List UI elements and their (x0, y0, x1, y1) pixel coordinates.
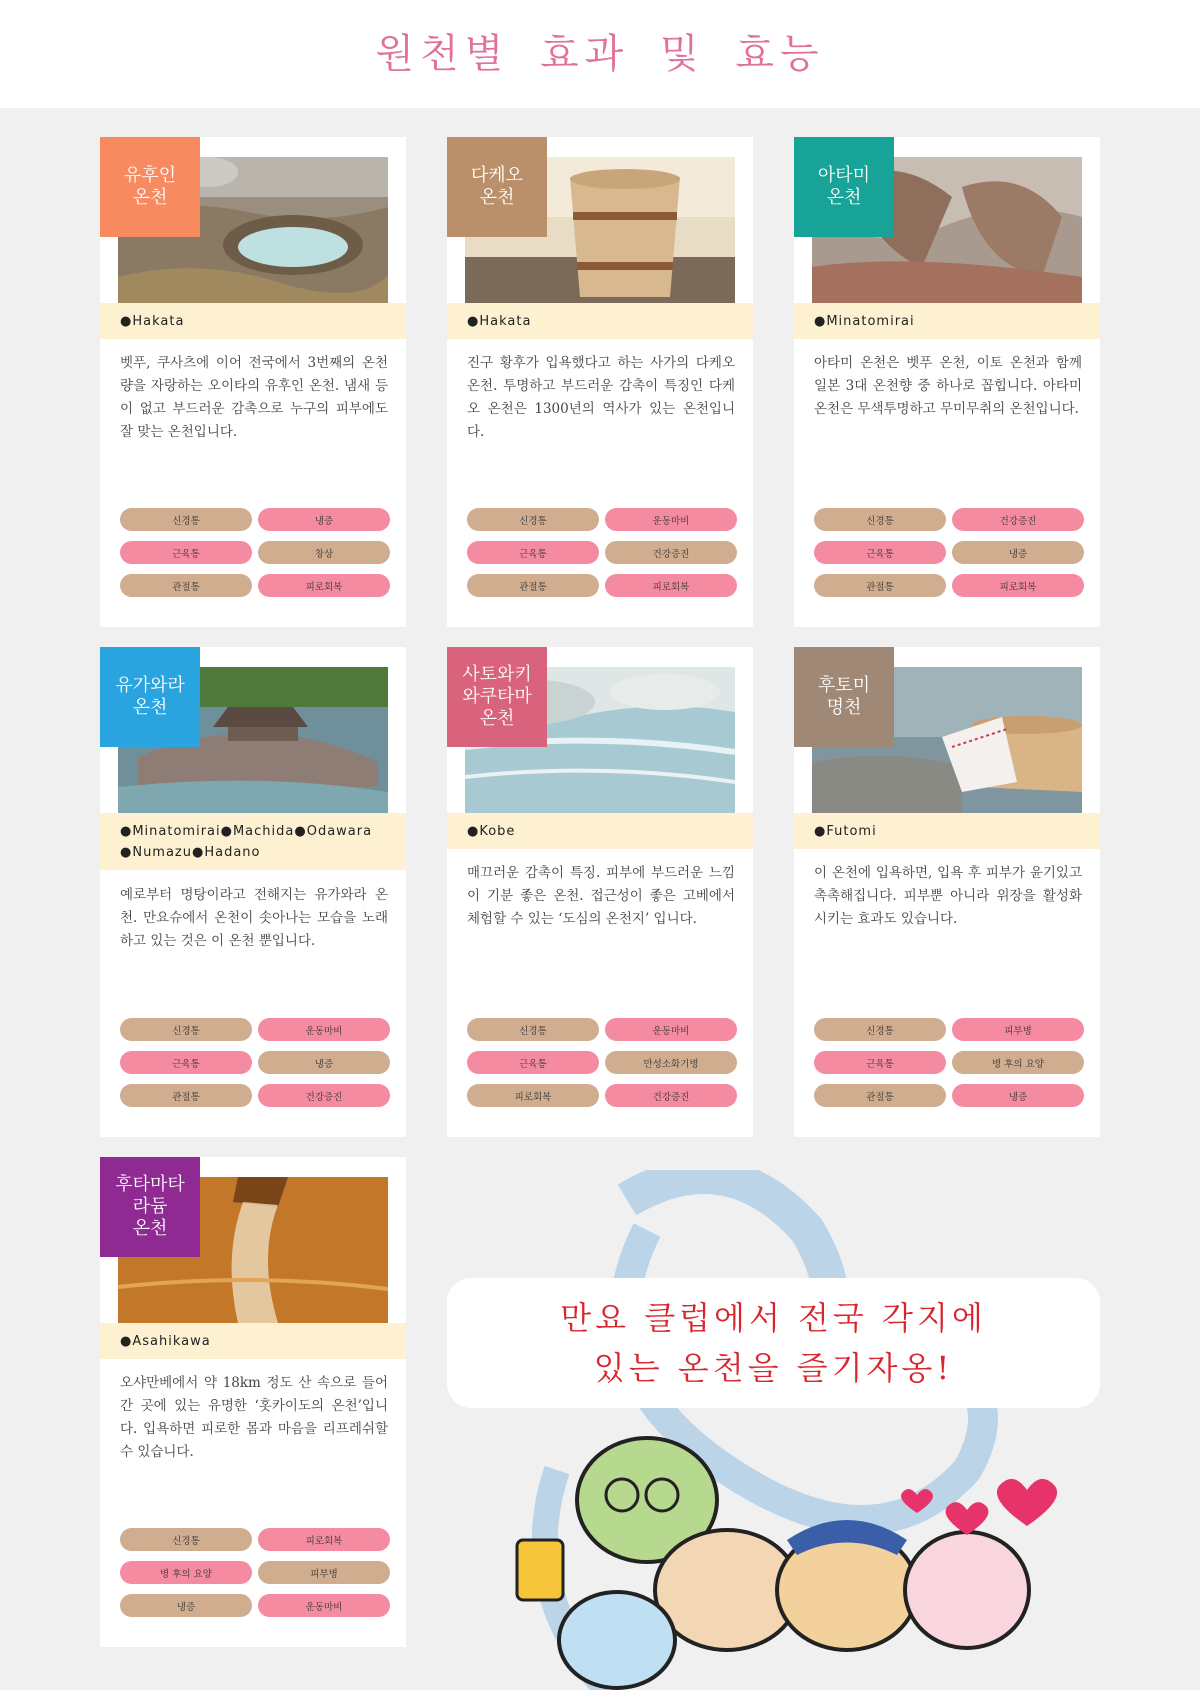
effect-tag: 건강증진 (605, 1084, 737, 1107)
effect-tags (120, 1528, 390, 1617)
effect-tag: 피부병 (258, 1561, 390, 1584)
onsen-card-futamata (100, 1157, 406, 1647)
effect-tag: 관절통 (467, 574, 599, 597)
effect-tag: 신경통 (467, 1018, 599, 1041)
onsen-card-futomi (794, 647, 1100, 1137)
effect-tag: 관절통 (814, 574, 946, 597)
page-title: 원천별 효과 및 효능 (375, 31, 825, 77)
onsen-description: 이 온천에 입욕하면, 입욕 후 피부가 윤기있고 촉촉해집니다. 피부뿐 아니라 위장을 활성화시키는 효과도 있습니다. (814, 865, 1082, 927)
effect-tag: 신경통 (814, 508, 946, 531)
onsen-description: 매끄러운 감촉이 특징. 피부에 부드러운 느낌이 기분 좋은 온천. 접근성이 좋은 고베에서 체험할 수 있는 ‘도심의 온천지’ 입니다. (467, 865, 735, 927)
onsen-name: 다케오 온천 (447, 137, 547, 237)
onsen-card-yufuin (100, 137, 406, 627)
effect-tag: 신경통 (814, 1018, 946, 1041)
effect-tag: 관절통 (814, 1084, 946, 1107)
onsen-name: 후토미 명천 (794, 647, 894, 747)
onsen-card-takeo (447, 137, 753, 627)
effect-tag: 냉증 (952, 541, 1084, 564)
promo-line-2: 있는 온천을 즐기자옹! (593, 1349, 954, 1387)
effect-tag: 병 후의 요양 (120, 1561, 252, 1584)
effect-tag: 신경통 (120, 508, 252, 531)
effect-tag: 근육통 (120, 1051, 252, 1074)
effect-tag: 피로회복 (605, 574, 737, 597)
effect-tags (120, 1018, 390, 1107)
effect-tag: 만성소화기병 (605, 1051, 737, 1074)
location-bar: ●Minatomirai●Machida●Odawara ●Numazu●Hadano (100, 813, 406, 870)
onsen-name: 아타미 온천 (794, 137, 894, 237)
effect-tag: 근육통 (814, 541, 946, 564)
effect-tag: 건강증진 (258, 1084, 390, 1107)
effect-tag: 근육통 (467, 541, 599, 564)
effect-tag: 신경통 (120, 1018, 252, 1041)
location-bar: ●Minatomirai (794, 303, 1100, 339)
onsen-name: 후타마타 라듐 온천 (100, 1157, 200, 1257)
promo-speech-bubble (447, 1278, 1100, 1408)
effect-tag: 피로회복 (258, 1528, 390, 1551)
effect-tag: 냉증 (952, 1084, 1084, 1107)
location-bar: ●Kobe (447, 813, 753, 849)
effect-tag: 피부병 (952, 1018, 1084, 1041)
effect-tags (120, 508, 390, 597)
onsen-description: 진구 황후가 입욕했다고 하는 사가의 다케오 온천. 투명하고 부드러운 감촉이 특징인 다케오 온천은 1300년의 역사가 있는 온천입니다. (467, 355, 735, 440)
onsen-name: 유가와라 온천 (100, 647, 200, 747)
effect-tag: 냉증 (258, 508, 390, 531)
location-bar: ●Futomi (794, 813, 1100, 849)
effect-tag: 관절통 (120, 1084, 252, 1107)
effect-tag: 피로회복 (258, 574, 390, 597)
onsen-card-satowaki (447, 647, 753, 1137)
effect-tag: 냉증 (258, 1051, 390, 1074)
effect-tag: 운동마비 (258, 1594, 390, 1617)
onsen-description: 벳푸, 쿠사츠에 이어 전국에서 3번째의 온천량을 자랑하는 오이타의 유후인 온천. 냄새 등이 없고 부드러운 감촉으로 누구의 피부에도 잘 맞는 온천입니다. (120, 355, 388, 440)
page-header (0, 0, 1200, 108)
location-bar: ●Asahikawa (100, 1323, 406, 1359)
location-bar: ●Hakata (100, 303, 406, 339)
effect-tag: 신경통 (120, 1528, 252, 1551)
effect-tag: 냉증 (120, 1594, 252, 1617)
promo-line-1: 만요 클럽에서 전국 각지에 (560, 1299, 987, 1337)
effect-tag: 운동마비 (605, 1018, 737, 1041)
effect-tag: 근육통 (814, 1051, 946, 1074)
onsen-description: 예로부터 명탕이라고 전해지는 유가와라 온천. 만요슈에서 온천이 솟아나는 모습을 노래하고 있는 것은 이 온천 뿐입니다. (120, 887, 388, 949)
effect-tag: 병 후의 요양 (952, 1051, 1084, 1074)
onsen-name: 사토와키 와쿠타마 온천 (447, 647, 547, 747)
cat-mascots-illustration (447, 1170, 1100, 1690)
effect-tag: 근육통 (467, 1051, 599, 1074)
effect-tag: 피로회복 (467, 1084, 599, 1107)
effect-tag: 운동마비 (605, 508, 737, 531)
effect-tag: 관절통 (120, 574, 252, 597)
effect-tag: 건강증진 (952, 508, 1084, 531)
onsen-card-atami (794, 137, 1100, 627)
effect-tags (467, 1018, 737, 1107)
location-bar: ●Hakata (447, 303, 753, 339)
onsen-description: 아타미 온천은 벳푸 온천, 이토 온천과 함께 일본 3대 온천향 중 하나로 꼽힙니다. 아타미 온천은 무색투명하고 무미무취의 온천입니다. (814, 355, 1082, 417)
effect-tag: 피로회복 (952, 574, 1084, 597)
effect-tag: 건강증진 (605, 541, 737, 564)
onsen-description: 오샤만베에서 약 18km 정도 산 속으로 들어간 곳에 있는 유명한 ‘홋카이도의 온천’입니다. 입욕하면 피로한 몸과 마음을 리프레쉬할 수 있습니다. (120, 1375, 388, 1460)
effect-tag: 신경통 (467, 508, 599, 531)
onsen-card-yugawara (100, 647, 406, 1137)
effect-tags (814, 1018, 1084, 1107)
effect-tag: 운동마비 (258, 1018, 390, 1041)
effect-tag: 창상 (258, 541, 390, 564)
effect-tag: 근육통 (120, 541, 252, 564)
effect-tags (467, 508, 737, 597)
onsen-name: 유후인 온천 (100, 137, 200, 237)
effect-tags (814, 508, 1084, 597)
